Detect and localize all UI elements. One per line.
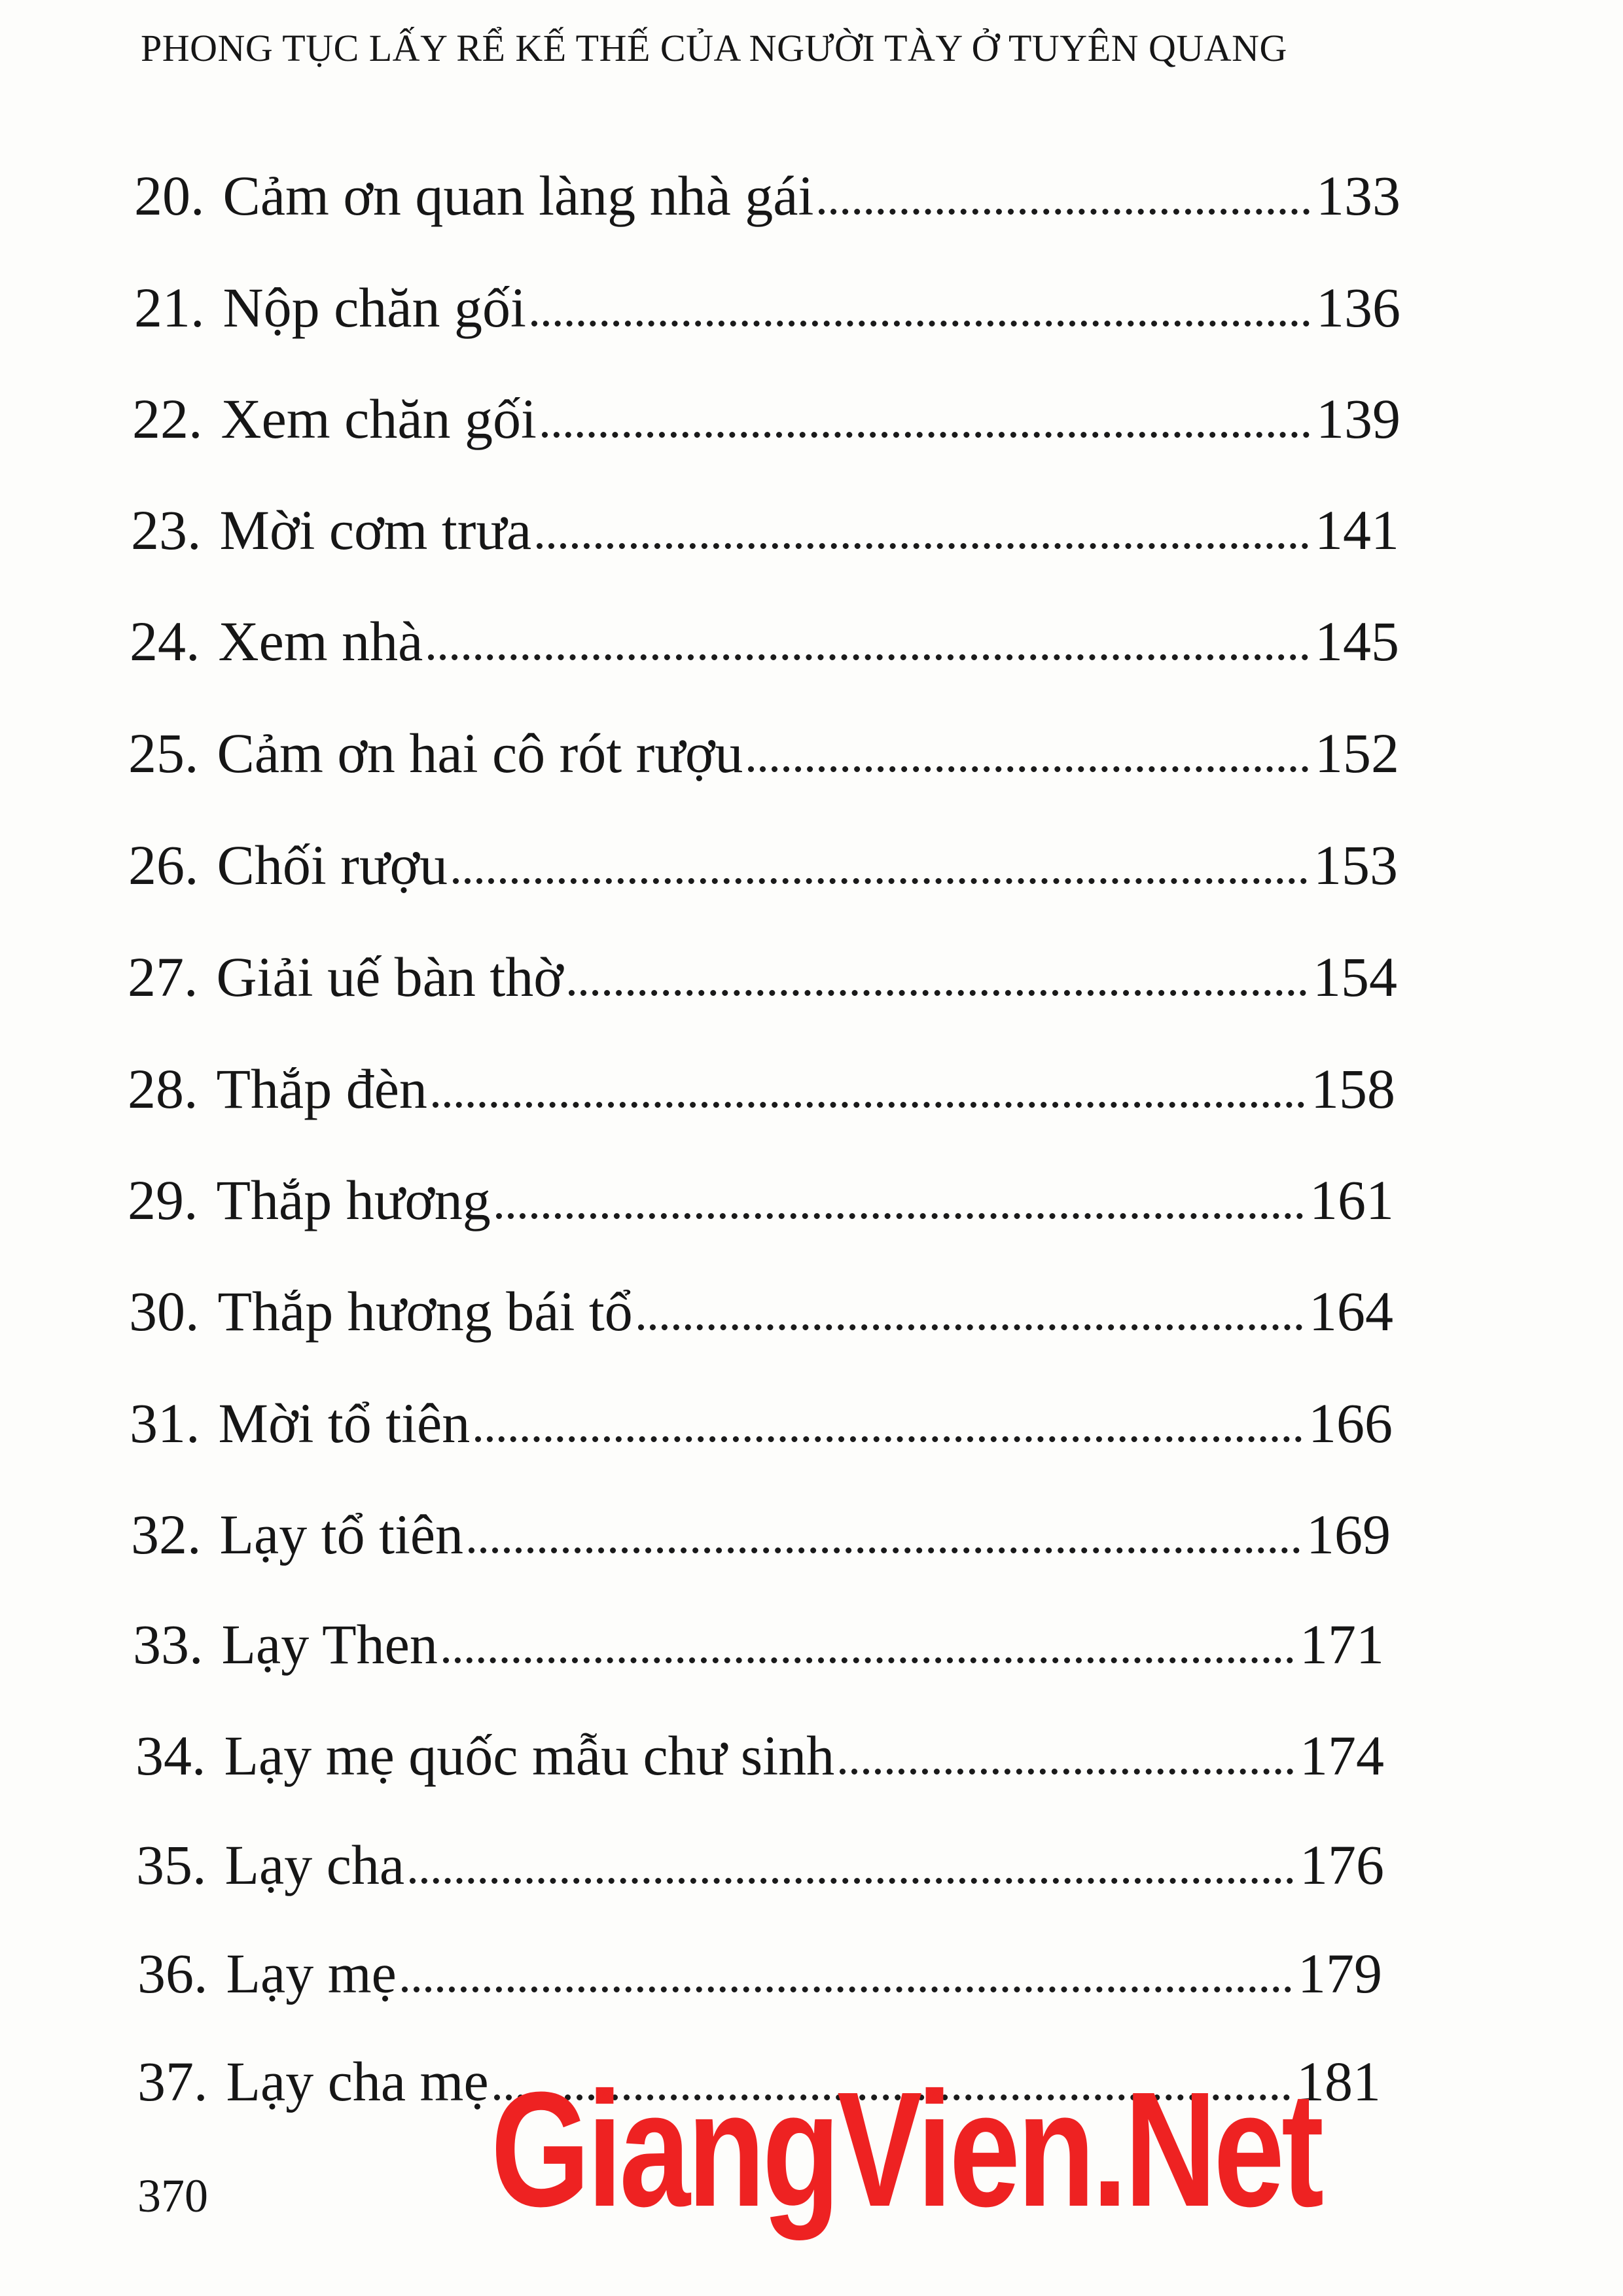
toc-entry-title: Xem chăn gối	[221, 387, 537, 450]
toc-entry-title: Thắp đèn	[216, 1057, 427, 1120]
toc-entry	[131, 480, 1399, 561]
running-header: PHONG TỤC LẤY RỂ KẾ THẾ CỦA NGƯỜI TÀY Ở TUYÊN QUANG	[141, 27, 1287, 69]
toc-entry	[136, 1814, 1384, 1896]
toc-entry	[134, 257, 1400, 339]
toc-dot-leader	[428, 654, 1308, 660]
toc-dot-leader	[819, 209, 1310, 215]
toc-entry-page: 133	[1316, 164, 1400, 227]
toc-entry-number: 20.	[134, 164, 205, 227]
toc-entry-number: 31.	[130, 1392, 200, 1455]
toc-entry-title: Xem nhà	[218, 610, 423, 673]
toc-entry-page: 176	[1300, 1833, 1384, 1896]
toc-entry-number: 21.	[134, 276, 205, 339]
toc-entry-title: Mời cơm trưa	[219, 499, 532, 561]
toc-entry-number: 29.	[128, 1169, 198, 1231]
toc-entry-number: 32.	[131, 1503, 202, 1566]
toc-entry	[135, 1705, 1384, 1787]
toc-dot-leader	[469, 1547, 1300, 1553]
toc-entry-page: 179	[1298, 1942, 1382, 2005]
toc-entry-title: Mời tổ tiên	[218, 1392, 471, 1455]
toc-dot-leader	[840, 1769, 1293, 1775]
toc-entry-number: 25.	[128, 722, 199, 785]
toc-entry-page: 174	[1300, 1724, 1384, 1787]
toc-entry	[129, 1261, 1393, 1343]
toc-entry-page: 171	[1300, 1613, 1384, 1676]
toc-dot-leader	[748, 766, 1308, 772]
toc-dot-leader	[433, 1102, 1304, 1108]
toc-entry	[133, 1594, 1384, 1676]
toc-entry-number: 28.	[128, 1057, 198, 1120]
toc-entry	[134, 145, 1400, 227]
toc-entry-page: 181	[1296, 2050, 1381, 2113]
watermark: GiangVien.Net	[491, 2058, 1321, 2240]
toc-entry-number: 35.	[136, 1833, 207, 1896]
toc-entry-page: 153	[1313, 834, 1398, 896]
toc-entry-title: Lạy tổ tiên	[219, 1503, 464, 1566]
toc-entry-page: 158	[1311, 1057, 1395, 1120]
toc-entry-page: 145	[1315, 610, 1399, 673]
toc-entry-page: 166	[1308, 1392, 1393, 1455]
toc-entry-number: 24.	[130, 610, 200, 673]
toc-dot-leader	[531, 321, 1310, 327]
toc-entry	[128, 1038, 1395, 1120]
toc-dot-leader	[542, 432, 1310, 438]
toc-entry-title: Lạy mẹ quốc mẫu chư sinh	[224, 1724, 835, 1787]
toc-entry-number: 23.	[131, 499, 202, 561]
toc-entry-title: Cảm ơn hai cô rót rượu	[217, 722, 743, 785]
toc-dot-leader	[402, 1987, 1291, 1992]
toc-entry	[128, 1150, 1394, 1231]
toc-dot-leader	[410, 1878, 1293, 1884]
toc-entry	[130, 591, 1399, 673]
toc-entry-page: 161	[1310, 1169, 1394, 1231]
toc-entry-title: Nộp chăn gối	[223, 276, 526, 339]
toc-entry-number: 26.	[128, 834, 199, 896]
toc-dot-leader	[443, 1657, 1293, 1663]
toc-entry	[131, 1484, 1391, 1566]
toc-entry-number: 22.	[132, 387, 203, 450]
toc-entry	[128, 815, 1398, 896]
page-number: 370	[137, 2170, 208, 2222]
toc-entry-number: 34.	[135, 1724, 206, 1787]
toc-entry	[128, 703, 1399, 785]
toc-dot-leader	[537, 543, 1308, 549]
toc-dot-leader	[638, 1324, 1302, 1330]
toc-entry-title: Thắp hương	[216, 1169, 491, 1231]
toc-entry-number: 27.	[128, 945, 198, 1008]
toc-entry-title: Giải uế bàn thờ	[216, 945, 563, 1008]
toc-entry-number: 33.	[133, 1613, 204, 1676]
toc-dot-leader	[453, 878, 1307, 884]
toc-entry-title: Cảm ơn quan làng nhà gái	[223, 164, 814, 227]
toc-entry-number: 37.	[137, 2050, 208, 2113]
toc-entry	[137, 1923, 1382, 2005]
toc-entry-page: 164	[1309, 1280, 1393, 1343]
toc-entry-title: Lạy cha mẹ	[226, 2050, 489, 2113]
toc-entry-title: Lạy mẹ	[226, 1942, 397, 2005]
toc-entry-title: Thắp hương bái tổ	[217, 1280, 633, 1343]
toc-dot-leader	[475, 1436, 1302, 1442]
toc-entry	[128, 927, 1397, 1008]
toc-dot-leader	[569, 990, 1306, 996]
toc-entry-page: 141	[1315, 499, 1399, 561]
toc-dot-leader	[496, 1213, 1303, 1219]
toc-entry-page: 169	[1306, 1503, 1391, 1566]
toc-entry-page: 154	[1313, 945, 1397, 1008]
toc-entry-title: Lạy Then	[221, 1613, 438, 1676]
toc-entry-title: Lạy cha	[224, 1833, 405, 1896]
toc-entry	[132, 368, 1400, 450]
toc-entry-title: Chối rượu	[217, 834, 448, 896]
toc-entry-number: 36.	[137, 1942, 208, 2005]
toc-entry-page: 136	[1316, 276, 1400, 339]
toc-entry-page: 139	[1316, 387, 1400, 450]
toc-entry	[130, 1373, 1393, 1455]
toc-entry-page: 152	[1315, 722, 1399, 785]
toc-entry-number: 30.	[129, 1280, 200, 1343]
